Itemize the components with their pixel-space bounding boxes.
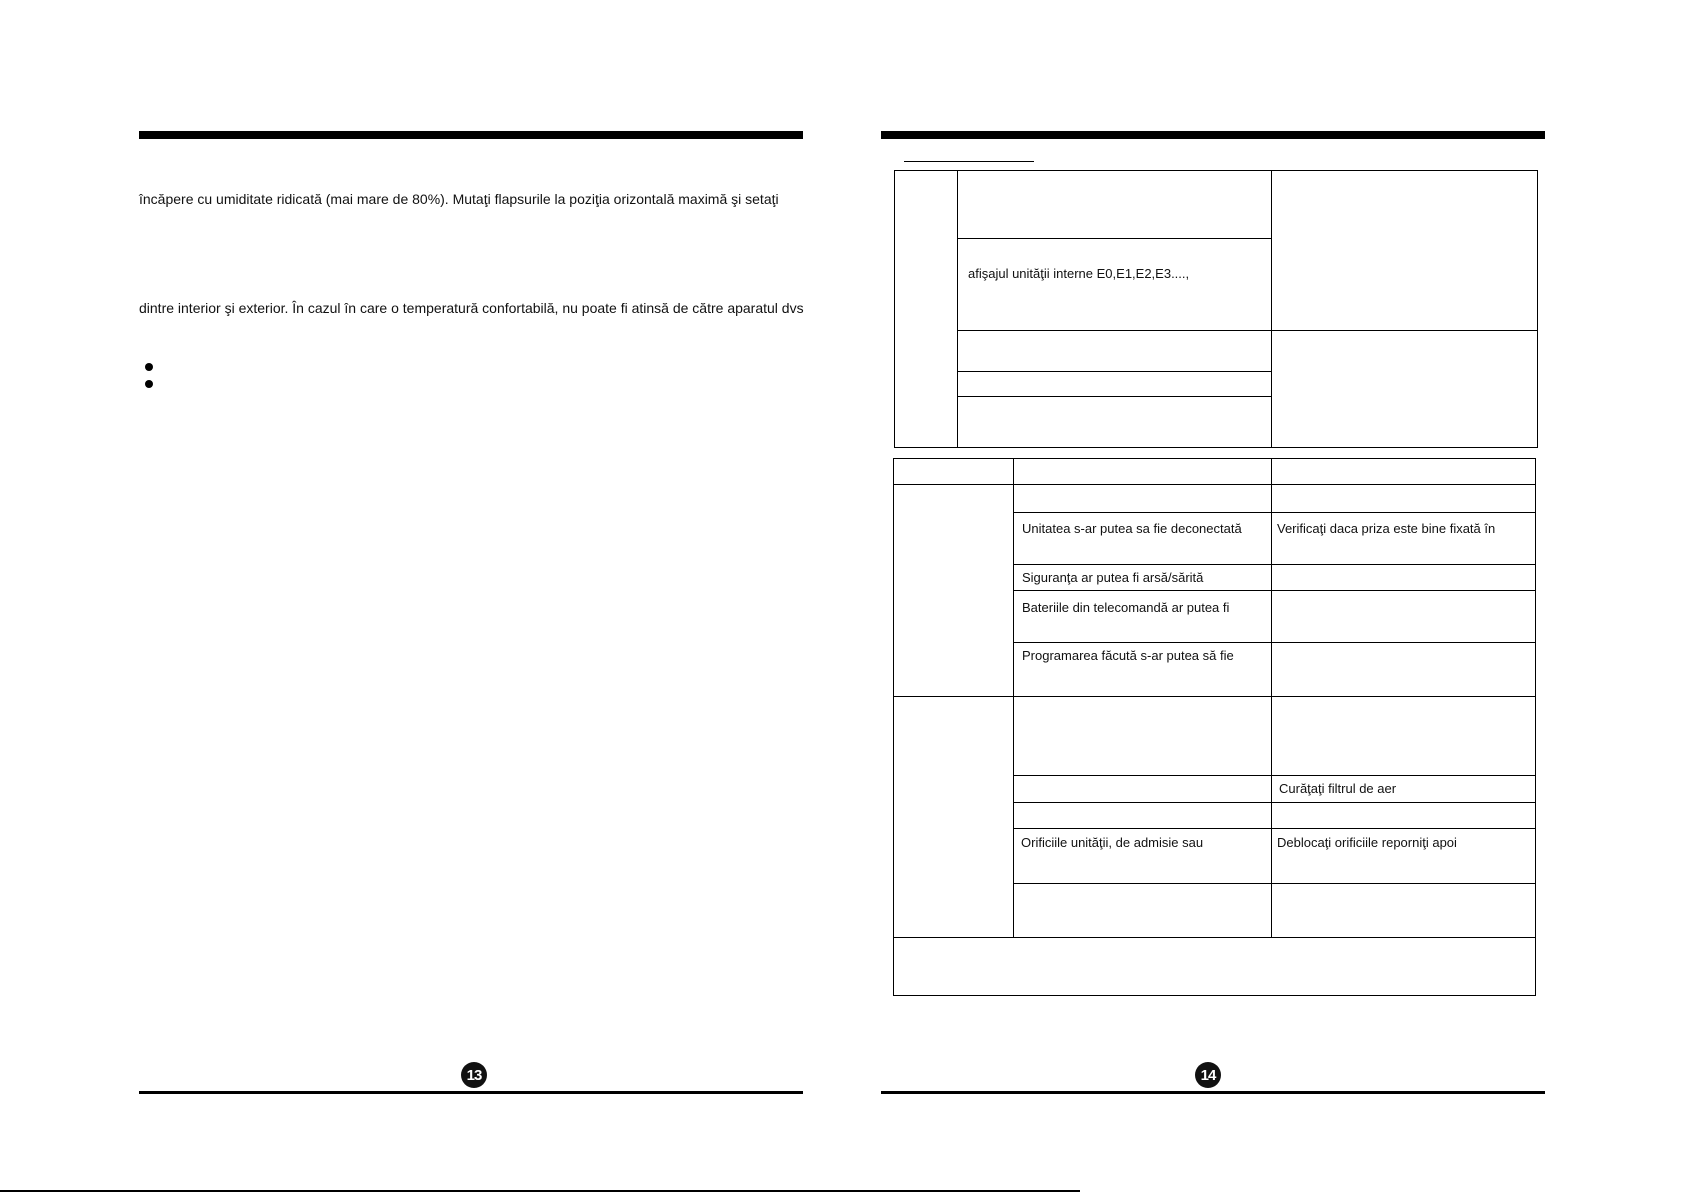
cause-cell: Programarea făcută s-ar putea să fie [1022,648,1234,663]
cause-cell: Siguranţa ar putea fi arsă/sărită [1022,570,1204,585]
error-table-rule [957,238,1271,239]
cause-cell: Orificiile unităţii, de admisie sau [1021,835,1204,850]
troubleshooting-table-rule [1013,775,1536,776]
error-table-rule [957,330,1538,331]
left-paragraph-2: dintre interior şi exterior. În cazul în care o temperatură confortabilă, nu poate fi atinsă de către aparatul dvs [139,300,804,316]
remedy-cell: Verificaţi daca priza este bine fixată în [1277,521,1496,536]
right-header-bar [881,131,1545,139]
troubleshooting-table-rule [1013,642,1536,643]
troubleshooting-table-divider [1013,458,1014,937]
troubleshooting-table-rule [1013,564,1536,565]
left-footer-bar [139,1091,803,1094]
left-paragraph-1: încăpere cu umiditate ridicată (mai mare de 80%). Mutaţi flapsurile la poziţia orizontală maximă şi setaţi [139,191,779,207]
error-table [894,170,1538,448]
troubleshooting-table-rule [1013,883,1536,884]
bullet-icon [145,363,153,371]
left-header-bar [139,131,803,139]
left-page-number: 13 [461,1062,487,1088]
remedy-cell: Curăţaţi filtrul de aer [1279,781,1397,796]
troubleshooting-table-rule [893,937,1536,938]
scan-bottom-edge [0,1190,1080,1192]
right-page-number: 14 [1195,1062,1221,1088]
cause-cell: Unitatea s-ar putea sa fie deconectată [1022,521,1242,536]
right-footer-bar [881,1091,1545,1094]
troubleshooting-table-rule [1013,512,1536,513]
troubleshooting-table-rule [893,484,1536,485]
troubleshooting-table-rule [1013,590,1536,591]
error-table-divider [1271,170,1272,448]
troubleshooting-table-rule [1013,802,1536,803]
troubleshooting-table-rule [1013,828,1536,829]
troubleshooting-table [893,458,1536,996]
troubleshooting-table-rule [893,696,1536,697]
bullet-icon [145,380,153,388]
remedy-cell: Deblocaţi orificiile reporniţi apoi [1277,835,1457,850]
troubleshooting-table-divider [1271,458,1272,937]
error-table-rule [957,371,1271,372]
error-table-divider [957,170,958,448]
cause-cell: Bateriile din telecomandă ar putea fi [1022,600,1230,615]
section-title-underline [904,161,1034,162]
error-display-text: afişajul unităţii interne E0,E1,E2,E3...., [968,266,1190,281]
error-table-rule [957,396,1271,397]
